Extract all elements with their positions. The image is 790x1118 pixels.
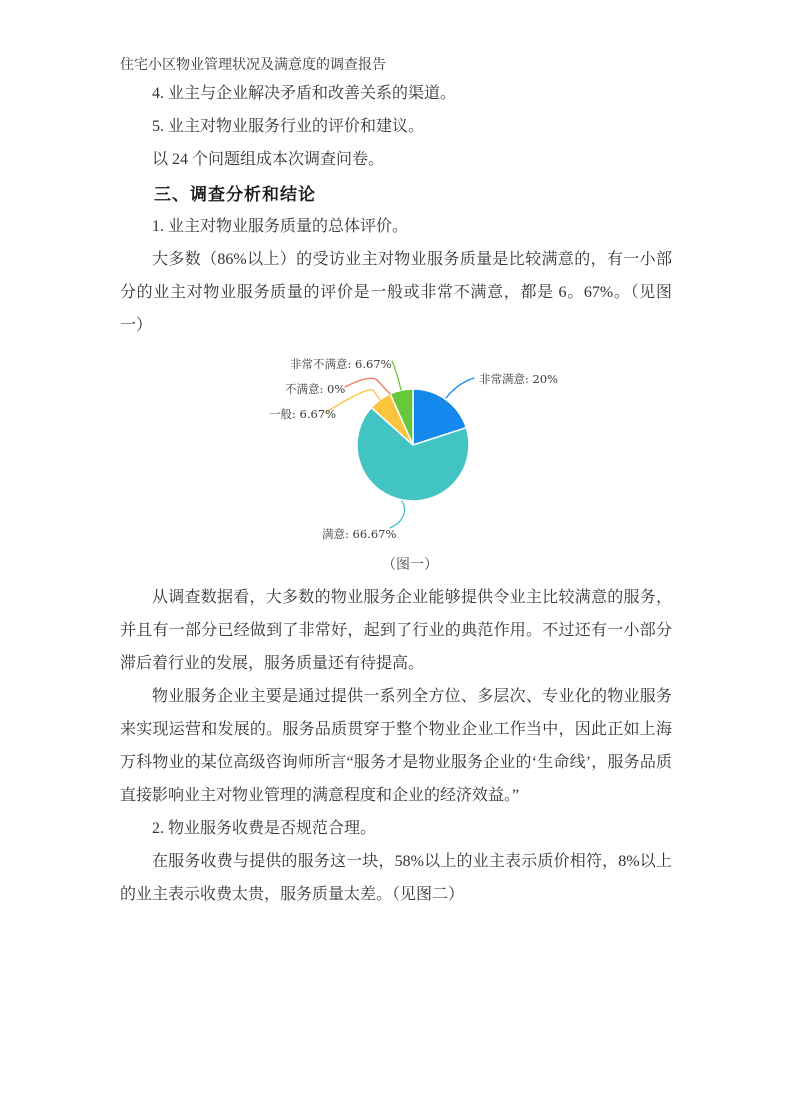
point-2: 2. 物业服务收费是否规范合理。 bbox=[152, 820, 377, 837]
pie-label-very-satisfied: 非常满意: 20% bbox=[479, 372, 559, 386]
leader-line-very-unsatisfied bbox=[392, 361, 401, 390]
pie-chart-svg bbox=[240, 350, 620, 550]
paragraph-service-fee: 在服务收费与提供的服务这一块，58%以上的业主表示质价相符，8%以上的业主表示收费太贵，服务质量太差。（见图二） bbox=[120, 853, 672, 903]
paragraph-survey-conclusion: 从调查数据看，大多数的物业服务企业能够提供令业主比较满意的服务，并且有一部分已经做到了非常好，起到了行业的典范作用。不过还有一小部分滞后着行业的发展，服务质量还有待提高。 bbox=[120, 589, 672, 672]
document-header: 住宅小区物业管理状况及满意度的调查报告 bbox=[120, 58, 386, 73]
point-1: 1. 业主对物业服务质量的总体评价。 bbox=[152, 218, 409, 235]
leader-line-satisfied bbox=[390, 501, 405, 528]
paragraph-service-quality: 物业服务企业主要是通过提供一系列全方位、多层次、专业化的物业服务来实现运营和发展的。服务品质贯穿于整个物业企业工作当中，因此正如上海万科物业的某位高级咨询师所言“服务才是物业服务企业的‘生命线’，服务品质直接影响业主对物业管理的满意程度和企业的经济效益。” bbox=[120, 688, 672, 804]
leader-line-unsatisfied bbox=[345, 378, 390, 394]
leader-line-very-satisfied bbox=[446, 378, 474, 398]
figure-1-caption: （图一） bbox=[382, 558, 438, 573]
list-item-questionnaire: 以 24 个问题组成本次调查问卷。 bbox=[152, 151, 385, 168]
section-heading: 三、调查分析和结论 bbox=[154, 185, 316, 204]
list-item-5: 5. 业主对物业服务行业的评价和建议。 bbox=[152, 118, 425, 135]
pie-label-satisfied: 满意: 66.67% bbox=[322, 527, 397, 541]
list-item-4: 4. 业主与企业解决矛盾和改善关系的渠道。 bbox=[152, 85, 457, 102]
paragraph-overall-evaluation: 大多数（86%以上）的受访业主对物业服务质量是比较满意的，有一小部分的业主对物业服务质量的评价是一般或非常不满意，都是 6。67%。（见图一） bbox=[120, 251, 672, 334]
pie-slices bbox=[357, 389, 469, 501]
pie-label-unsatisfied: 不满意: 0% bbox=[285, 382, 346, 396]
satisfaction-pie-chart bbox=[240, 350, 620, 550]
pie-label-very-unsatisfied: 非常不满意: 6.67% bbox=[290, 357, 392, 371]
pie-label-average: 一般: 6.67% bbox=[269, 407, 337, 421]
